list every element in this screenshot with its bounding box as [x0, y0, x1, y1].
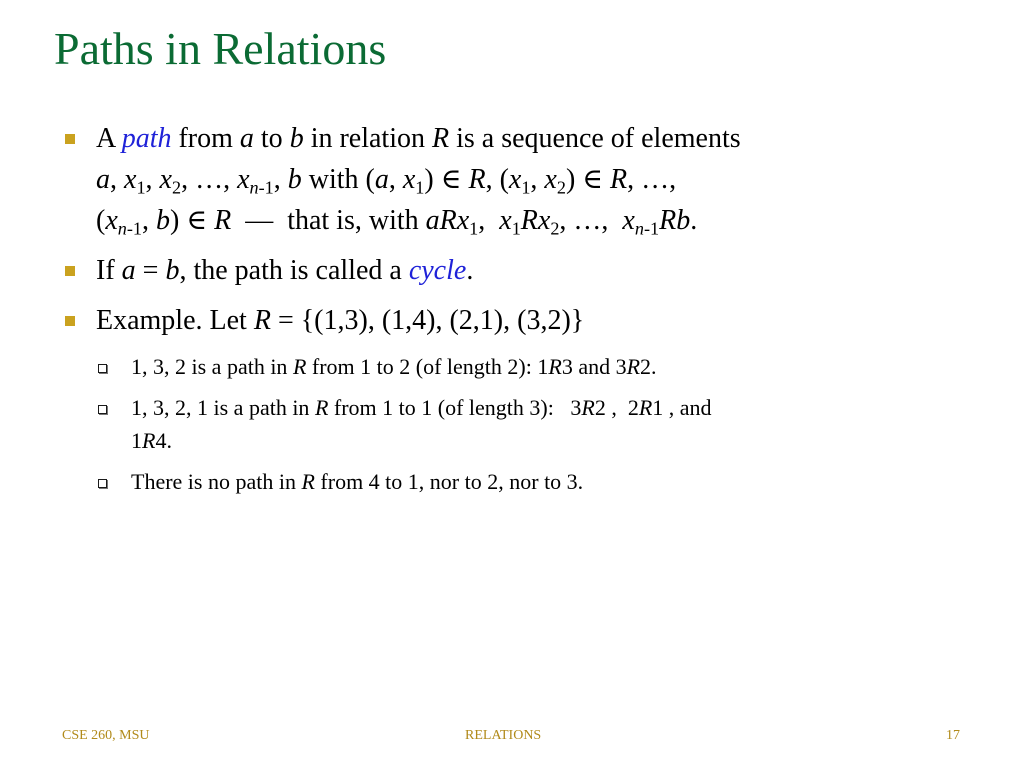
- text: 1: [131, 428, 142, 453]
- text: 2.: [640, 354, 657, 379]
- subscript: [250, 177, 274, 197]
- text: , …,: [559, 205, 623, 236]
- var: x: [508, 164, 522, 195]
- footer-topic: RELATIONS: [465, 728, 542, 743]
- text: 3 and 3: [561, 354, 627, 379]
- text: ,: [110, 164, 124, 195]
- text: with (: [301, 164, 375, 195]
- var: n: [117, 218, 127, 239]
- var: a: [96, 164, 110, 195]
- var: R: [468, 164, 486, 195]
- var: x: [159, 164, 172, 195]
- text: -1: [258, 177, 274, 198]
- text: .: [690, 205, 698, 236]
- hollow-square-bullet-icon: [98, 405, 107, 414]
- var: R: [314, 395, 329, 420]
- text: = {(1,3), (1,4), (2,1), (3,2)}: [270, 305, 585, 336]
- var-R: R: [431, 123, 450, 154]
- text: ) ∈: [424, 164, 469, 195]
- footer-course: CSE 260, MSU: [62, 728, 150, 743]
- text: 2 , 2: [594, 395, 639, 420]
- hollow-square-bullet-icon: [98, 479, 107, 488]
- text: 1, 3, 2 is a path in: [131, 354, 293, 379]
- subscript: 1: [469, 218, 479, 239]
- text: is a sequence of elements: [449, 123, 741, 154]
- text: (: [96, 205, 106, 236]
- sub-bullet-1: [62, 350, 962, 383]
- subscript: [118, 218, 142, 238]
- subscript: 1: [136, 177, 146, 198]
- slide-title: Paths in Relations: [54, 23, 387, 74]
- bullet-example: [62, 300, 962, 341]
- var: x: [402, 164, 416, 195]
- text: 1, 3, 2, 1 is a path in: [131, 395, 315, 420]
- text: A: [96, 123, 122, 154]
- var-a: a: [239, 123, 254, 154]
- bullet-cycle-definition: [62, 250, 962, 291]
- var: R: [142, 428, 156, 453]
- var: a: [374, 164, 389, 195]
- text: -1: [643, 218, 660, 239]
- var: b: [156, 205, 171, 236]
- text: .: [466, 255, 474, 286]
- bullet-path-definition: [62, 118, 962, 241]
- text: ,: [145, 164, 160, 195]
- text: , …,: [181, 164, 238, 195]
- text: ,: [142, 205, 157, 236]
- text: =: [135, 255, 166, 286]
- text: from 4 to 1, nor to 2, nor to 3.: [314, 469, 584, 494]
- text: , …,: [627, 164, 677, 195]
- var: n: [249, 177, 259, 198]
- var: aRx: [425, 205, 470, 236]
- text: Example. Let: [96, 305, 254, 336]
- var: R: [301, 469, 315, 494]
- text: ,: [388, 164, 403, 195]
- text: There is no path in: [131, 469, 302, 494]
- var: R: [214, 205, 232, 236]
- text: from: [171, 123, 240, 154]
- subscript: 2: [171, 177, 182, 198]
- text: from 1 to 2 (of length 2): 1: [306, 354, 549, 379]
- var: x: [105, 205, 118, 236]
- text: ) ∈: [565, 164, 611, 195]
- term-cycle: cycle: [408, 255, 467, 286]
- var: Rx: [520, 205, 551, 236]
- var: R: [610, 164, 628, 195]
- square-bullet-icon: [65, 134, 75, 144]
- var: a: [121, 255, 136, 286]
- var: x: [622, 205, 635, 236]
- var: Rb: [659, 205, 691, 236]
- slide-body: [62, 118, 962, 506]
- subscript: 2: [550, 218, 560, 239]
- subscript: [635, 218, 659, 238]
- text: from 1 to 1 (of length 3): 3: [328, 395, 582, 420]
- var: R: [638, 395, 653, 420]
- var: R: [548, 354, 562, 379]
- text: in relation: [303, 123, 432, 154]
- term-path: path: [121, 123, 172, 154]
- subscript: 1: [521, 177, 531, 198]
- var: R: [253, 305, 271, 336]
- text: ,: [478, 205, 500, 236]
- var: R: [292, 354, 307, 379]
- var: R: [626, 354, 641, 379]
- square-bullet-icon: [65, 266, 75, 276]
- text: — that is, with: [231, 205, 426, 236]
- var: x: [544, 164, 557, 195]
- square-bullet-icon: [65, 316, 75, 326]
- text: ) ∈: [170, 205, 215, 236]
- var: x: [499, 205, 512, 236]
- subscript: 1: [415, 177, 425, 198]
- text: , the path is called a: [179, 255, 409, 286]
- text: to: [253, 123, 290, 154]
- var: x: [124, 164, 137, 195]
- hollow-square-bullet-icon: [98, 364, 107, 373]
- subscript: 2: [556, 177, 566, 198]
- var-b: b: [289, 123, 304, 154]
- sub-bullet-2: [62, 391, 962, 457]
- text: 1 , and: [652, 395, 712, 420]
- sub-bullet-3: [62, 465, 962, 498]
- text: -1: [126, 218, 143, 239]
- text: ,: [530, 164, 545, 195]
- text: ,: [273, 164, 288, 195]
- footer-slide-number: 17: [946, 728, 960, 743]
- text: , (: [485, 164, 509, 195]
- var: R: [581, 395, 595, 420]
- var: b: [287, 164, 302, 195]
- var: x: [237, 164, 250, 195]
- var: b: [165, 255, 180, 286]
- var: n: [634, 218, 644, 239]
- text: If: [96, 255, 122, 286]
- subscript: 1: [511, 218, 521, 239]
- text: 4.: [155, 428, 172, 453]
